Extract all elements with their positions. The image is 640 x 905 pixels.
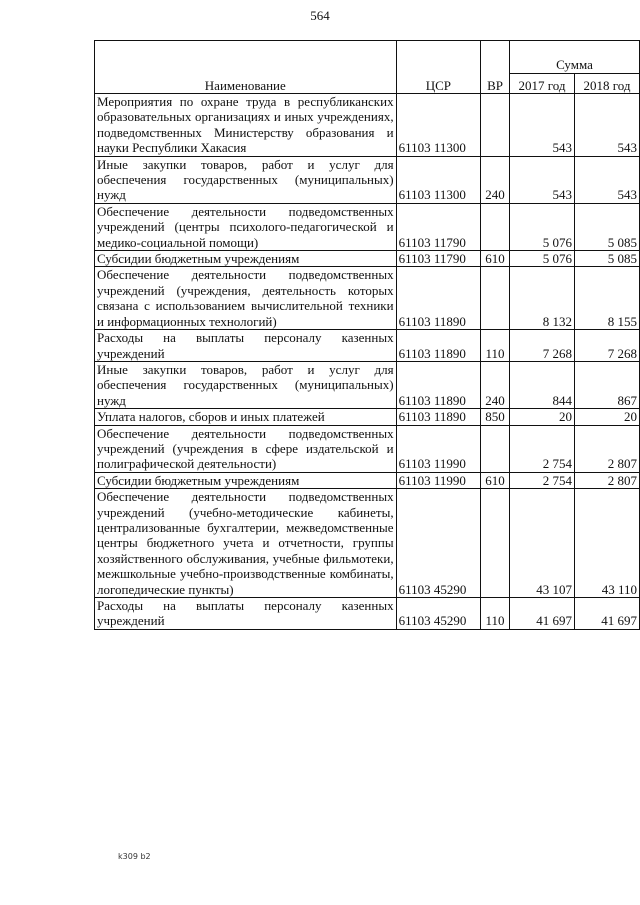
- table-row: [95, 472, 640, 488]
- row-sum-2017: 844: [509, 361, 574, 408]
- row-csr: 61103 11300: [396, 94, 481, 157]
- row-name: Расходы на выплаты персоналу казенных учреждений: [95, 598, 397, 630]
- row-sum-2017: 20: [509, 409, 574, 425]
- row-sum-2018: 43 110: [574, 489, 639, 598]
- table-header-row: [95, 41, 640, 74]
- row-vr: [481, 425, 510, 472]
- row-sum-2018: 867: [574, 361, 639, 408]
- row-name: Мероприятия по охране труда в республиканских образовательных организациях и иных учреждениях, подведомственных Министерству образования и науки Республики Хакасия: [95, 94, 397, 157]
- row-csr: 61103 11890: [396, 361, 481, 408]
- row-csr: 61103 45290: [396, 489, 481, 598]
- row-name: Обеспечение деятельности подведомственных учреждений (учебно-методические кабинеты, централизованные бухгалтерии, межведомственные центры бюджетного учета и отчетности, группы хозяйственного обслуживания, учебные фильмотеки, межшкольные учебно-производственные комбинаты, логопедические пункты): [95, 489, 397, 598]
- row-vr: 240: [481, 156, 510, 203]
- header-vr: ВР: [481, 41, 510, 94]
- table-row: [95, 203, 640, 250]
- row-sum-2018: 20: [574, 409, 639, 425]
- header-year-2017: 2017 год: [509, 73, 574, 93]
- row-sum-2018: 8 155: [574, 267, 639, 330]
- row-vr: 240: [481, 361, 510, 408]
- row-name: Обеспечение деятельности подведомственных учреждений (учреждения в сфере издательской и полиграфической деятельности): [95, 425, 397, 472]
- row-csr: 61103 45290: [396, 598, 481, 630]
- row-sum-2018: 5 085: [574, 251, 639, 267]
- row-sum-2017: 5 076: [509, 203, 574, 250]
- row-sum-2017: 5 076: [509, 251, 574, 267]
- table-row: [95, 94, 640, 157]
- row-csr: 61103 11790: [396, 251, 481, 267]
- header-csr: ЦСР: [396, 41, 481, 94]
- footer-code: k309 b2: [118, 852, 151, 861]
- row-sum-2018: 543: [574, 94, 639, 157]
- row-name: Расходы на выплаты персоналу казенных учреждений: [95, 330, 397, 362]
- row-name: Субсидии бюджетным учреждениям: [95, 472, 397, 488]
- row-csr: 61103 11990: [396, 425, 481, 472]
- table-row: [95, 598, 640, 630]
- row-csr: 61103 11300: [396, 156, 481, 203]
- row-sum-2018: 5 085: [574, 203, 639, 250]
- row-vr: [481, 267, 510, 330]
- row-sum-2018: 7 268: [574, 330, 639, 362]
- row-sum-2017: 7 268: [509, 330, 574, 362]
- row-vr: [481, 489, 510, 598]
- row-csr: 61103 11890: [396, 267, 481, 330]
- table-row: [95, 251, 640, 267]
- header-year-2018: 2018 год: [574, 73, 639, 93]
- header-sum: Сумма: [509, 41, 639, 74]
- row-name: Обеспечение деятельности подведомственных учреждений (учреждения, деятельность которых связана с использованием вычислительной техники и информационных технологий): [95, 267, 397, 330]
- table-row: [95, 361, 640, 408]
- row-sum-2017: 2 754: [509, 472, 574, 488]
- row-name: Иные закупки товаров, работ и услуг для обеспечения государственных (муниципальных) нужд: [95, 361, 397, 408]
- row-sum-2018: 543: [574, 156, 639, 203]
- row-sum-2018: 41 697: [574, 598, 639, 630]
- budget-table: [94, 40, 640, 630]
- row-name: Обеспечение деятельности подведомственных учреждений (центры психолого-педагогической и медико-социальной помощи): [95, 203, 397, 250]
- row-sum-2017: 41 697: [509, 598, 574, 630]
- table-row: [95, 156, 640, 203]
- table-row: [95, 409, 640, 425]
- table-row: [95, 489, 640, 598]
- row-sum-2017: 2 754: [509, 425, 574, 472]
- row-vr: [481, 94, 510, 157]
- row-name: Уплата налогов, сборов и иных платежей: [95, 409, 397, 425]
- row-vr: 610: [481, 472, 510, 488]
- row-csr: 61103 11890: [396, 409, 481, 425]
- row-sum-2017: 8 132: [509, 267, 574, 330]
- row-csr: 61103 11990: [396, 472, 481, 488]
- header-name: Наименование: [95, 41, 397, 94]
- row-sum-2018: 2 807: [574, 472, 639, 488]
- row-vr: 850: [481, 409, 510, 425]
- row-csr: 61103 11890: [396, 330, 481, 362]
- row-sum-2017: 543: [509, 156, 574, 203]
- table-row: [95, 425, 640, 472]
- row-csr: 61103 11790: [396, 203, 481, 250]
- table-row: [95, 330, 640, 362]
- row-sum-2018: 2 807: [574, 425, 639, 472]
- table-row: [95, 267, 640, 330]
- row-name: Иные закупки товаров, работ и услуг для обеспечения государственных (муниципальных) нужд: [95, 156, 397, 203]
- row-name: Субсидии бюджетным учреждениям: [95, 251, 397, 267]
- row-vr: [481, 203, 510, 250]
- row-vr: 110: [481, 598, 510, 630]
- row-vr: 610: [481, 251, 510, 267]
- row-sum-2017: 43 107: [509, 489, 574, 598]
- row-vr: 110: [481, 330, 510, 362]
- page-number: 564: [310, 8, 330, 23]
- row-sum-2017: 543: [509, 94, 574, 157]
